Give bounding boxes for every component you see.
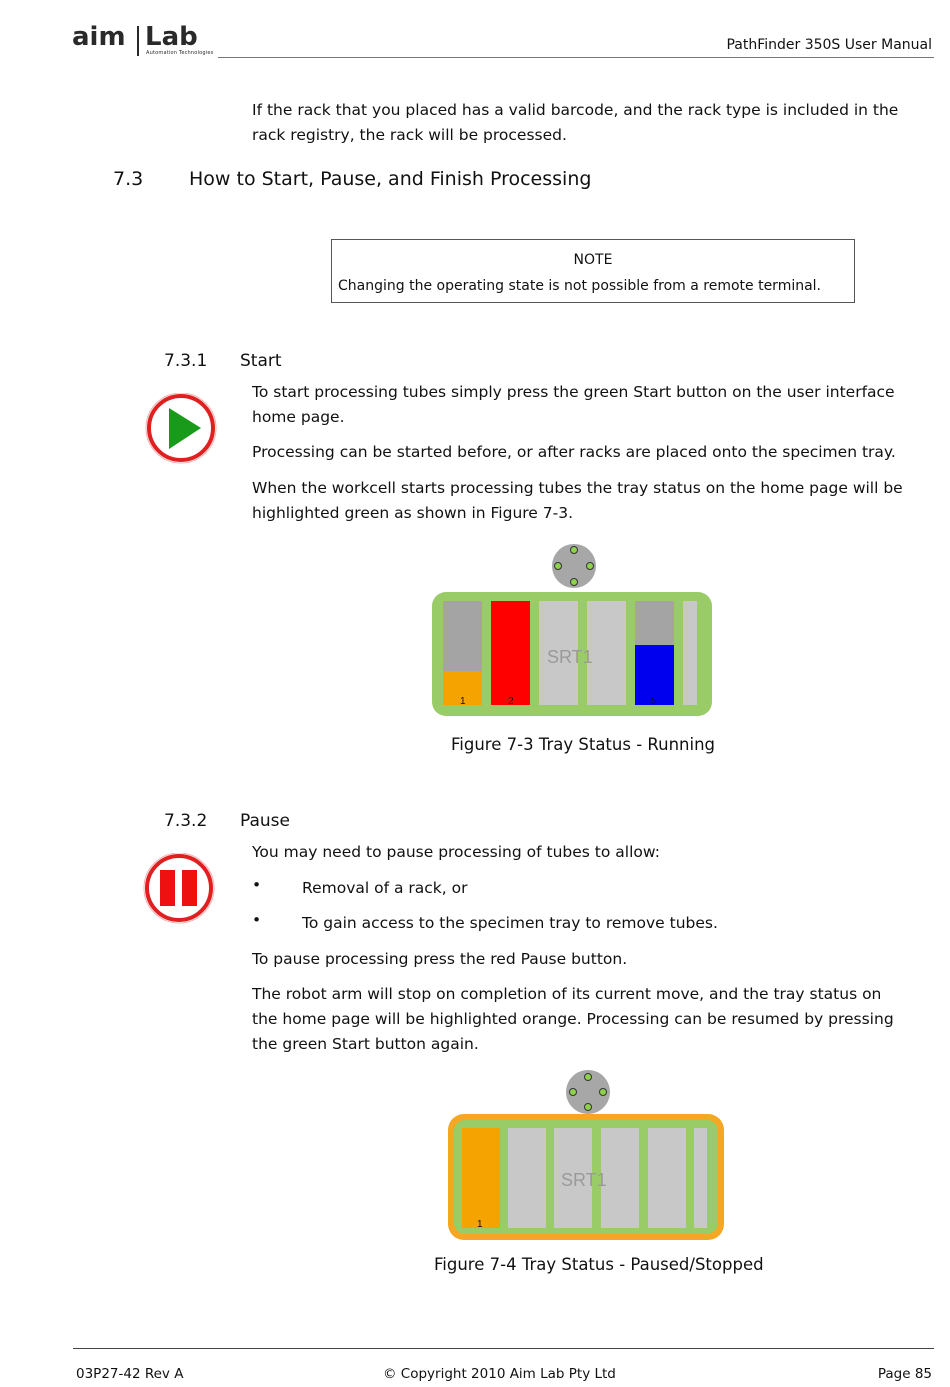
logo-aim-text: aim bbox=[72, 22, 126, 52]
logo-divider bbox=[137, 26, 139, 56]
pause-bullet-2: To gain access to the specimen tray to remove tubes. bbox=[302, 914, 718, 932]
bullet-marker-1: • bbox=[252, 876, 262, 894]
intro-line-1: If the rack that you placed has a valid barcode, and the rack type is included in the bbox=[252, 101, 899, 119]
rack-slot-1 bbox=[462, 1128, 500, 1228]
pause-p2: To pause processing press the red Pause button. bbox=[252, 950, 628, 968]
rack-slot-6 bbox=[683, 601, 697, 705]
start-p3-line-2: highlighted green as shown in Figure 7-3. bbox=[252, 504, 574, 522]
footer-page-number: Page 85 bbox=[877, 1366, 932, 1382]
pause-title: Pause bbox=[240, 811, 290, 831]
bullet-marker-2: • bbox=[252, 911, 262, 929]
tray-status-running-figure bbox=[430, 542, 714, 720]
start-number: 7.3.1 bbox=[164, 351, 208, 371]
tray-label-running: SRT1 bbox=[547, 647, 593, 667]
rack-slot-2 bbox=[491, 601, 530, 705]
rack-slot-4 bbox=[587, 601, 626, 705]
note-box bbox=[331, 239, 855, 303]
header-title: PathFinder 350S User Manual bbox=[726, 37, 932, 53]
start-p2: Processing can be started before, or after racks are placed onto the specimen tray. bbox=[252, 443, 896, 461]
pause-p3-line-1: The robot arm will stop on completion of its current move, and the tray status on bbox=[252, 985, 882, 1003]
start-p3-line-1: When the workcell starts processing tubes the tray status on the home page will be bbox=[252, 479, 903, 497]
pause-p3-line-2: the home page will be highlighted orange. Processing can be resumed by pressing bbox=[252, 1010, 894, 1028]
intro-line-2: rack registry, the rack will be processed. bbox=[252, 126, 567, 144]
rack-slot-5 bbox=[648, 1128, 686, 1228]
rack-number-1: 1 bbox=[477, 1219, 483, 1230]
rack-slot-4 bbox=[601, 1128, 639, 1228]
note-title: NOTE bbox=[573, 252, 613, 268]
pause-number: 7.3.2 bbox=[164, 811, 208, 831]
logo-subtitle: Automation Technologies bbox=[146, 50, 214, 56]
footer-doc-id: 03P27-42 Rev A bbox=[76, 1366, 184, 1382]
note-text: Changing the operating state is not possible from a remote terminal. bbox=[338, 278, 822, 294]
rack-slot-6 bbox=[694, 1128, 707, 1228]
pause-bullet-1: Removal of a rack, or bbox=[302, 879, 468, 897]
pause-p1: You may need to pause processing of tubes to allow: bbox=[252, 843, 660, 861]
logo-lab-text: Lab bbox=[145, 22, 198, 52]
start-title: Start bbox=[240, 351, 282, 371]
tray-status-paused-figure bbox=[446, 1068, 728, 1244]
tray-label-paused: SRT1 bbox=[561, 1170, 607, 1190]
header-rule bbox=[218, 57, 934, 58]
rack-number-1: 1 bbox=[460, 696, 466, 707]
footer-rule bbox=[73, 1348, 934, 1349]
footer-copyright: © Copyright 2010 Aim Lab Pty Ltd bbox=[383, 1366, 616, 1382]
section-title: How to Start, Pause, and Finish Processing bbox=[189, 168, 592, 190]
start-p1-line-1: To start processing tubes simply press the green Start button on the user interface bbox=[252, 383, 895, 401]
pause-button-icon bbox=[143, 853, 215, 925]
start-button-icon bbox=[145, 393, 217, 465]
section-number: 7.3 bbox=[113, 168, 144, 190]
figure-7-4-caption: Figure 7-4 Tray Status - Paused/Stopped bbox=[434, 1255, 764, 1274]
rack-slot-2 bbox=[508, 1128, 546, 1228]
rack-number-2: 2 bbox=[508, 696, 514, 707]
start-p1-line-2: home page. bbox=[252, 408, 345, 426]
rack-number-5: 5 bbox=[651, 696, 657, 707]
figure-7-3-caption: Figure 7-3 Tray Status - Running bbox=[451, 735, 716, 754]
pause-p3-line-3: the green Start button again. bbox=[252, 1035, 479, 1053]
